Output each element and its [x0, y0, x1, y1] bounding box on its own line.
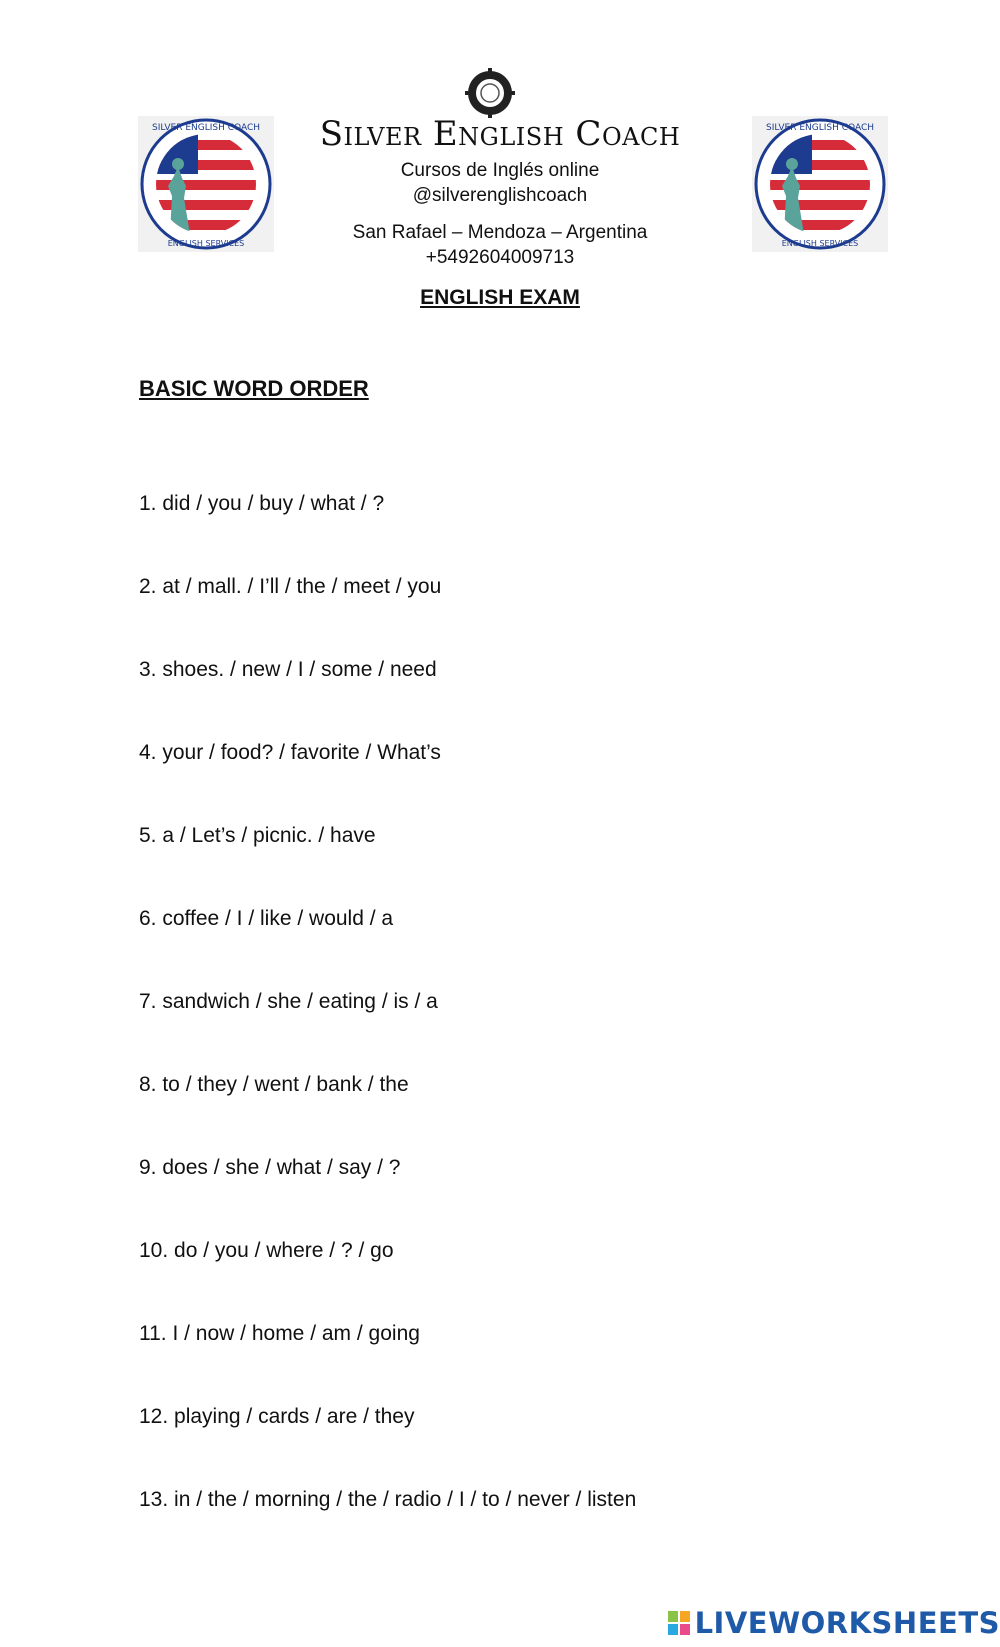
subtitle-line2: @silverenglishcoach — [412, 185, 588, 206]
list-item: 3. shoes. / new / I / some / need — [139, 658, 437, 681]
list-item: 5. a / Let’s / picnic. / have — [139, 824, 376, 847]
list-item: 10. do / you / where / ? / go — [139, 1239, 394, 1262]
list-item: 11. I / now / home / am / going — [139, 1322, 420, 1345]
list-item: 6. coffee / I / like / would / a — [139, 907, 394, 930]
liveworksheets-watermark — [667, 1605, 1000, 1641]
list-item: 9. does / she / what / say / ? — [139, 1156, 401, 1179]
exercise-list — [139, 490, 636, 1569]
list-item: 12. playing / cards / are / they — [139, 1405, 415, 1428]
exam-title: ENGLISH EXAM — [420, 286, 580, 309]
svg-text:SILVER ENGLISH COACH: SILVER ENGLISH COACH — [765, 123, 875, 133]
list-item: 1. did / you / buy / what / ? — [139, 492, 385, 515]
liveworksheets-brand: LIVEWORKSHEETS — [694, 1606, 1000, 1640]
liveworksheets-logo-icon — [667, 1609, 691, 1637]
list-item: 13. in / the / morning / the / radio / I / to / never / listen — [139, 1488, 637, 1511]
svg-text:SILVER ENGLISH COACH: SILVER ENGLISH COACH — [151, 123, 261, 133]
document-header — [250, 110, 750, 312]
list-item: 8. to / they / went / bank / the — [139, 1073, 409, 1096]
svg-text:ENGLISH SERVICES: ENGLISH SERVICES — [781, 239, 859, 248]
list-item: 7. sandwich / she / eating / is / a — [139, 990, 438, 1013]
brand-name: Silver English Coach — [319, 114, 681, 154]
section-title: BASIC WORD ORDER — [139, 376, 369, 401]
list-item: 2. at / mall. / I’ll / the / meet / you — [139, 575, 442, 598]
svg-text:ENGLISH SERVICES: ENGLISH SERVICES — [167, 239, 245, 248]
phone: +5492604009713 — [425, 247, 575, 268]
subtitle-line1: Cursos de Inglés online — [400, 160, 600, 181]
location: San Rafael – Mendoza – Argentina — [352, 222, 648, 243]
school-logo-badge — [752, 116, 888, 252]
list-item: 4. your / food? / favorite / What’s — [139, 741, 441, 764]
